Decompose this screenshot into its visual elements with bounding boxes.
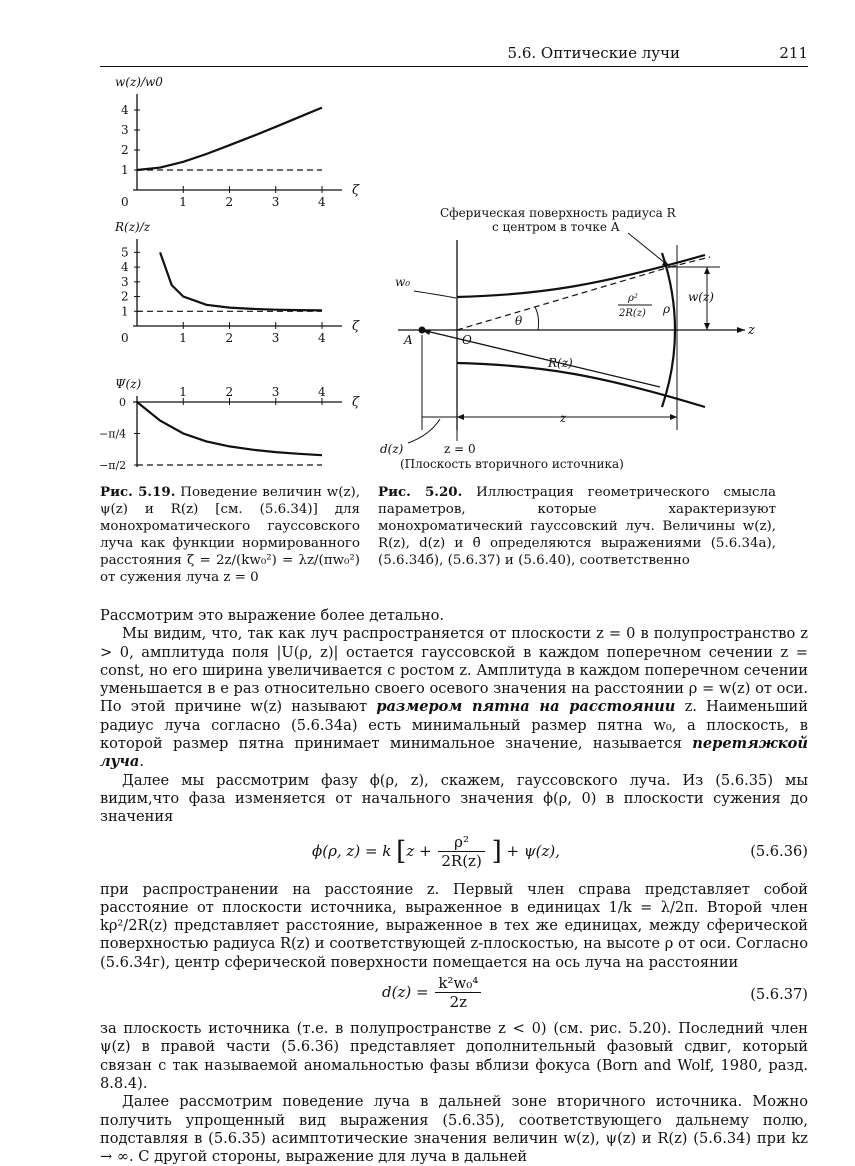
- figure-5-20: [370, 195, 770, 495]
- chart3-series-curve: [137, 402, 322, 455]
- chart1-ytick-label: 1: [121, 163, 129, 177]
- paragraph-6: Далее рассмотрим поведение луча в дальней зоне вторичного источника. Можно получить упрощенный вид выражения (5.6.35), соответствующего дальнему полю, подставляя в (5.6.35) асимптотические значения величин w(z), ψ(z) и R(z) (5.6.34) при kz → ∞. С другой стороны, выражение для луча в дальней: [100, 1093, 808, 1166]
- label-z-dist: z: [560, 411, 567, 425]
- equation-5-6-37: d(z) = $\frac{\text{k²w₀⁴}}{2z}$ (5.6.37): [382, 974, 808, 1012]
- label-z0: z = 0: [444, 442, 476, 456]
- figure-5-19: [99, 75, 390, 480]
- chart2-series-curve: [160, 252, 322, 310]
- chart2-xtick-label: 4: [318, 331, 326, 345]
- paragraph-1: Рассмотрим это выражение более детально.: [100, 607, 444, 624]
- chart2-ytick-label: 3: [121, 274, 129, 289]
- body-text: [100, 607, 808, 1166]
- label-2rz: 2R(z): [619, 308, 646, 319]
- chart1-ytick-label: 3: [121, 123, 129, 137]
- chart2-ytick-label: 5: [121, 245, 129, 260]
- chart1-ytick-label: 2: [121, 143, 129, 157]
- paragraph-4: при распространении на расстояние z. Первый член справа представляет собой расстояние от плоскости источника, выраженное в единицах 1/k = λ/2π. Второй член kρ²/2R(z) представляет расстояние, выраженное в тех же единицах, между сферической поверхностью радиуса R(z) и соответствующей z-плоскостью, на высоте ρ от оси. Согласно (5.6.34г), центр сферической поверхности помещается на ось луча на расстоянии: [100, 880, 808, 971]
- chart3-ytick-label: −π/4: [99, 427, 127, 441]
- chart1-ylabel: w(z)/w0: [115, 75, 163, 89]
- equation-number-2: (5.6.37): [750, 986, 808, 1004]
- chart3-xtick-label: 3: [271, 385, 280, 399]
- equation-5-6-36: ϕ(ρ, z) = k [z + $\frac{\text{ρ²}}{2R(z)}$ ] + ψ(z), (5.6.36): [312, 832, 808, 870]
- label-a: A: [404, 333, 413, 347]
- chart2-ytick-label: 2: [121, 289, 129, 304]
- chart1-xtick-label: 4: [318, 195, 326, 209]
- chart3-ytick-label: 0: [119, 396, 126, 409]
- label-o: O: [462, 333, 472, 347]
- chart2-xtick-label: 1: [179, 331, 187, 345]
- chart3-ytick-label: −π/2: [99, 458, 127, 472]
- chart1-xtick-label: 2: [225, 195, 234, 209]
- label-rho2: ρ²: [628, 293, 638, 304]
- chart2-xtick-label: 3: [271, 331, 280, 345]
- page-number: 211: [779, 44, 808, 62]
- caption-fig-5-20: Рис. 5.20. Иллюстрация геометрического смысла параметров, которые характеризуют монохроматический гауссовский луч. Величины w(z), R(z), d(z) и θ̄ определяются выражениями (5.6.34а), (5.6.34б), (5.6.37) и (5.6.40), соответственно: [378, 484, 776, 568]
- label-rz: R(z): [548, 356, 573, 370]
- running-title: 5.6. Оптические лучи: [507, 44, 680, 62]
- chart1-series-curve: [137, 108, 322, 170]
- paragraph-3: Далее мы рассмотрим фазу ϕ(ρ, z), скажем, гауссовского луча. Из (5.6.35) мы видим,что фаза изменяется от начального значения ϕ(ρ, 0) в плоскости сужения до значения: [100, 771, 808, 826]
- caption-fig-5-19: Рис. 5.19. Поведение величин w(z), ψ(z) и R(z) [см. (5.6.34)] для монохроматического гауссовского луча как функции нормированного расстояния ζ = 2z/(kw₀²) = λz/(πw₀²) от сужения луча z = 0: [100, 484, 360, 585]
- chart3-xtick-label: 4: [318, 385, 326, 399]
- chart1-xtick-label: 0: [121, 195, 129, 209]
- chart1-ytick-label: 4: [121, 103, 129, 117]
- chart2-xlabel: ζ: [352, 319, 360, 334]
- chart3-ylabel: Ψ(z): [115, 377, 142, 391]
- label-theta: θ: [515, 314, 523, 328]
- chart2-ylabel: R(z)/z: [115, 220, 151, 234]
- paragraph-5: за плоскость источника (т.е. в полупространстве z < 0) (см. рис. 5.20). Последний член ψ(z) в правой части (5.6.36) представляет дополнительный фазовый сдвиг, который связан с так называемой аномальностью фазы вблизи фокуса (Born and Wolf, 1980, разд. 8.8.4).: [100, 1020, 808, 1092]
- equation-number-1: (5.6.36): [750, 842, 808, 860]
- chart3-xlabel: ζ: [352, 395, 360, 410]
- paragraph-2: Мы видим, что, так как луч распространяется от плоскости z = 0 в полупространство z > 0, амплитуда поля |U(ρ, z)| остается гауссовской в каждом поперечном сечении z = const, но его ширина увеличивается с ростом z. Амплитуда в каждом поперечном сечении уменьшается в e раз относительно своего осевого значения на расстоянии ρ = w(z) от оси. По этой причине w(z) называют размером пятна на расстоянии z. Наименьший радиус луча согласно (5.6.34а) есть минимальный размер пятна w₀, а плоскость, в которой размер пятна принимает минимальное значение, называется перетяжкой луча.: [100, 625, 808, 771]
- chart1-xlabel: ζ: [352, 183, 360, 198]
- chart3-xtick-label: 2: [225, 385, 234, 399]
- chart2-ytick-label: 1: [121, 304, 129, 319]
- label-rho: ρ: [663, 302, 671, 316]
- label-wz: w(z): [688, 290, 714, 304]
- chart2-ytick-label: 4: [121, 260, 129, 275]
- chart2-xtick-label: 2: [225, 331, 234, 345]
- label-dz: d(z): [380, 442, 404, 456]
- page-header: [100, 44, 808, 67]
- label-w0: w₀: [395, 275, 411, 289]
- z-axis-label: z: [748, 323, 755, 338]
- chart2-xtick-label: 0: [121, 331, 129, 345]
- chart1-xtick-label: 3: [271, 195, 280, 209]
- chart3-xtick-label: 1: [179, 385, 187, 399]
- chart1-xtick-label: 1: [179, 195, 187, 209]
- sphere-label-1: Сферическая поверхность радиуса R: [440, 206, 676, 220]
- label-plane: (Плоскость вторичного источника): [400, 457, 624, 471]
- sphere-label-2: с центром в точке A: [492, 220, 620, 234]
